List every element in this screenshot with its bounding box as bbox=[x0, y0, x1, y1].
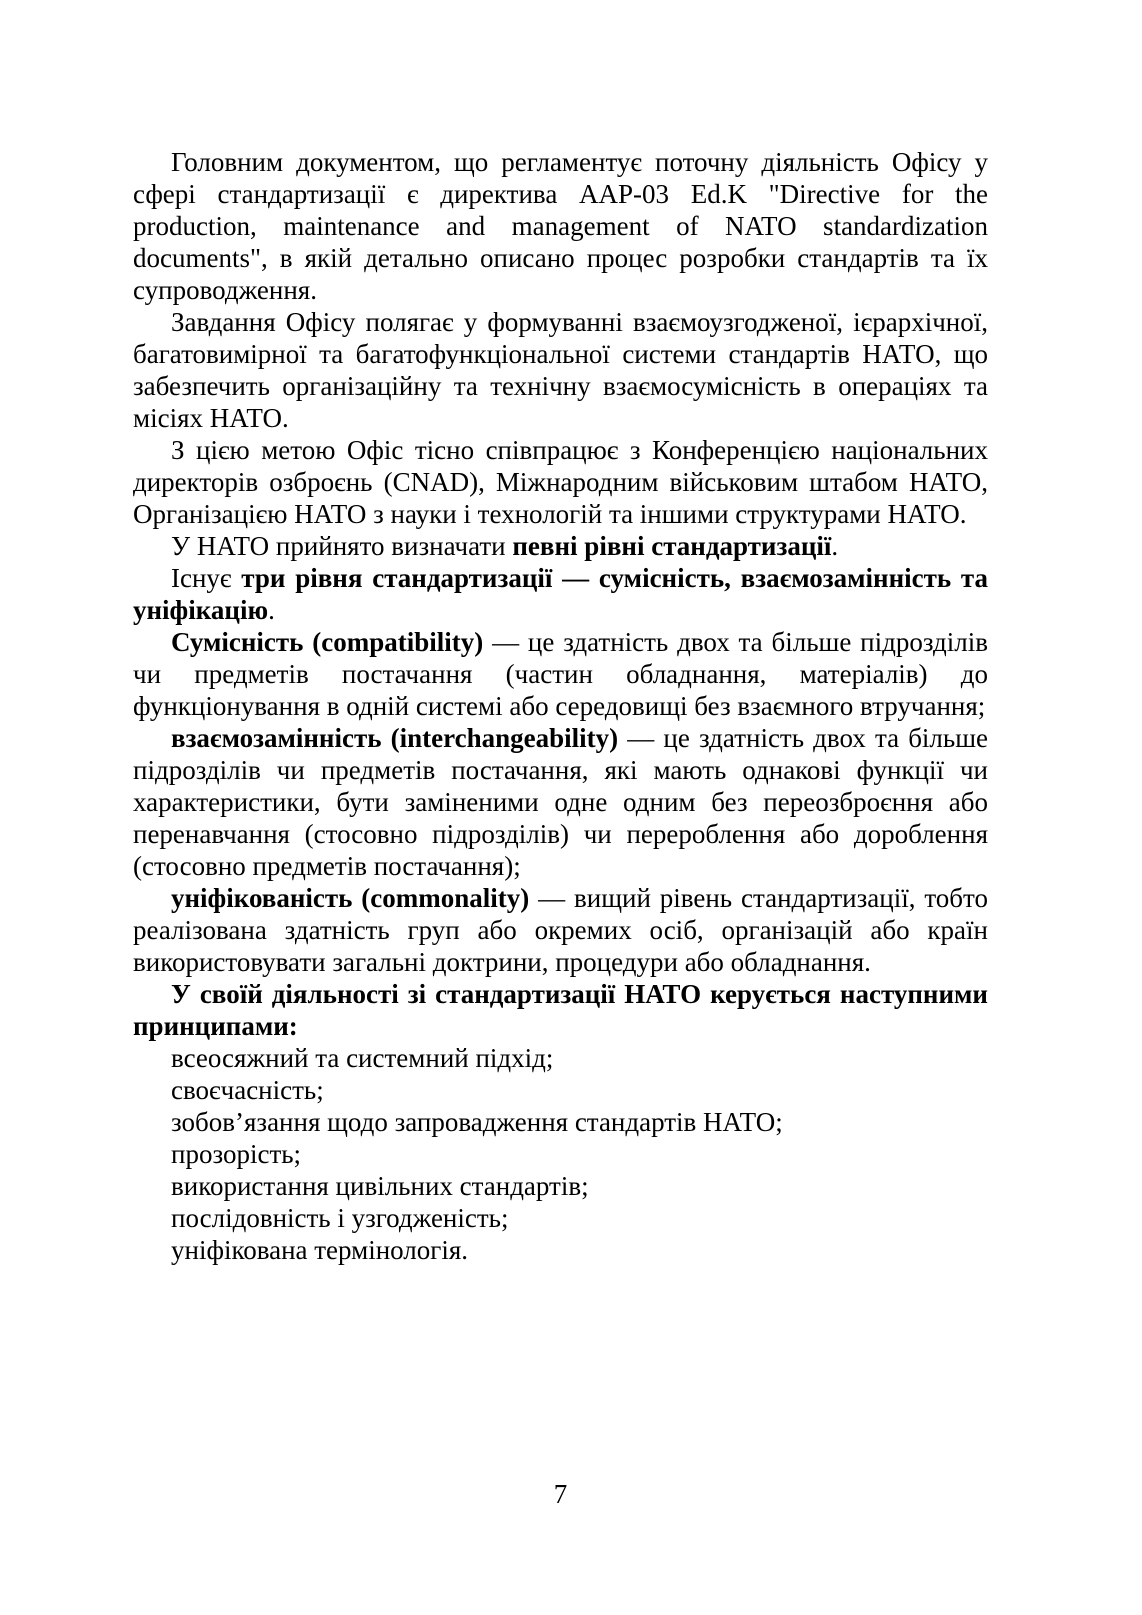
text-segment: уніфікована термінологія. bbox=[171, 1235, 469, 1265]
list-line bbox=[133, 1138, 988, 1170]
list-line bbox=[133, 1042, 988, 1074]
paragraph bbox=[133, 306, 988, 434]
paragraph bbox=[133, 722, 988, 882]
list-line bbox=[133, 1234, 988, 1266]
text-segment: Головним документом, що регламентує поточну діяльність Офісу у сфері стандартизації є директива AAP-03 Ed.K "Directive for the production, maintenance and management of NATO standardization documents", в якій детально описано процес розробки стандартів та їх супроводження. bbox=[133, 147, 988, 305]
paragraph bbox=[133, 434, 988, 530]
text-segment: Існує bbox=[171, 563, 242, 593]
text-segment: зобов’язання щодо запровадження стандартів НАТО; bbox=[171, 1107, 783, 1137]
list-line bbox=[133, 1074, 988, 1106]
text-segment: прозорість; bbox=[171, 1139, 302, 1169]
list-line bbox=[133, 1202, 988, 1234]
text-segment: — це здатність двох та більше підрозділів чи предметів постачання (частин обладнання, матеріалів) до функціонування в одній системі або середовищі без взаємного втручання; bbox=[133, 627, 988, 721]
bold-text-segment: уніфікованість (commonality) bbox=[171, 883, 530, 913]
document-text bbox=[133, 146, 988, 1266]
text-segment: . bbox=[268, 595, 275, 625]
bold-text-segment: взаємозамінність (interchangeability) bbox=[171, 723, 619, 753]
text-segment: — це здатність двох та більше підрозділів чи предметів постачання, які мають однакові функції чи характеристики, бути заміненими одне одним без переозброєння або перенавчання (стосовно підрозділів) чи перероблення або дороблення (стосовно предметів постачання); bbox=[133, 723, 988, 881]
text-segment: послідовність і узгодженість; bbox=[171, 1203, 509, 1233]
paragraph bbox=[133, 562, 988, 626]
text-segment: . bbox=[831, 531, 839, 561]
paragraph bbox=[133, 530, 988, 562]
text-segment: У НАТО прийнято визначати bbox=[171, 531, 513, 561]
bold-text-segment: певні рівні стандартизації bbox=[512, 531, 832, 561]
paragraph bbox=[133, 146, 988, 306]
bold-text-segment: Сумісність (compatibility) bbox=[171, 627, 484, 657]
text-segment: використання цивільних стандартів; bbox=[171, 1171, 589, 1201]
paragraph bbox=[133, 978, 988, 1042]
text-segment: Завдання Офісу полягає у формуванні взаємоузгодженої, ієрархічної, багатовимірної та багатофункціональної системи стандартів НАТО, що забезпечить організаційну та технічну взаємосумісність в операціях та місіях НАТО. bbox=[133, 307, 988, 433]
list-line bbox=[133, 1170, 988, 1202]
paragraph bbox=[133, 882, 988, 978]
text-segment: всеосяжний та системний підхід; bbox=[171, 1043, 554, 1073]
bold-text-segment: три рівня стандартизації — сумісність, взаємозамінність та уніфікацію bbox=[133, 563, 989, 625]
text-segment: своєчасність; bbox=[171, 1075, 324, 1105]
text-segment: З цією метою Офіс тісно співпрацює з Конференцією національних директорів озброєнь (CNAD), Міжнародним військовим штабом НАТО, Організацією НАТО з науки і технологій та іншими структурами НАТО. bbox=[133, 435, 988, 529]
page-number: 7 bbox=[553, 1479, 568, 1509]
text-segment: — вищий рівень стандартизації, тобто реалізована здатність груп або окремих осіб, організацій або країн використовувати загальні доктрини, процедури або обладнання. bbox=[133, 883, 988, 977]
list-line bbox=[133, 1106, 988, 1138]
bold-text-segment: У своїй діяльності зі стандартизації НАТО керується наступними принципами: bbox=[133, 979, 988, 1041]
paragraph bbox=[133, 626, 988, 722]
